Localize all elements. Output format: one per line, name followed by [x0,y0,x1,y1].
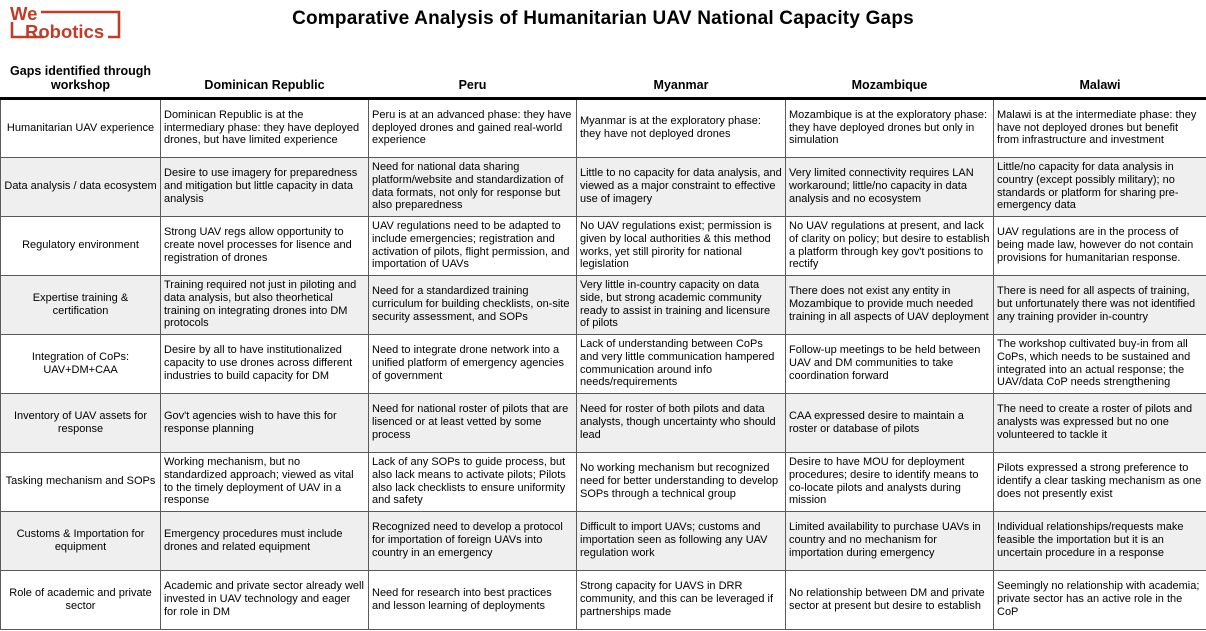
cell-malawi: The workshop cultivated buy-in from all CoPs, which needs to be sustained and integrated into an actual response; the UAV/data CoP needs strengthening [994,334,1206,393]
logo-text-we: We [10,5,38,24]
table-row [1,98,1206,157]
cell-myanmar: Lack of understanding between CoPs and very little communication hampered communication around info needs/requirements [577,334,786,393]
cell-peru: Need for research into best practices and lesson learning of deployments [369,570,577,629]
cell-peru: Need for national roster of pilots that are lisenced or at least vetted by some process [369,393,577,452]
cell-malawi: UAV regulations are in the process of being made law, however do not contain provisions for humanitarian response. [994,216,1206,275]
cell-malawi: Seemingly no relationship with academia; private sector has an active role in the CoP [994,570,1206,629]
cell-myanmar: Strong capacity for UAVS in DRR community, and this can be leveraged if partnerships made [577,570,786,629]
column-header-myanmar: Myanmar [577,58,786,98]
cell-malawi: Pilots expressed a strong preference to identify a clear tasking mechanism as one does not presently exist [994,452,1206,511]
gap-label: Role of academic and private sector [1,570,161,629]
logo-text-robotics: Robotics [25,21,105,42]
cell-peru: UAV regulations need to be adapted to include emergencies; registration and activation of pilots, flight permission, and importation of UAVs [369,216,577,275]
cell-peru: Lack of any SOPs to guide process, but also lack means to activate pilots; Pilots also lack checklists to ensure uniformity and safety [369,452,577,511]
table-row [1,452,1206,511]
cell-dominican-republic: Academic and private sector already well invested in UAV technology and eager for role in DM [161,570,369,629]
capacity-gaps-table [0,58,1206,630]
table-row [1,275,1206,334]
column-header-peru: Peru [369,58,577,98]
table-row [1,216,1206,275]
page-title: Comparative Analysis of Humanitarian UAV National Capacity Gaps [292,8,914,29]
cell-peru: Need for a standardized training curriculum for building checklists, on-site security assessment, and SOPs [369,275,577,334]
cell-dominican-republic: Emergency procedures must include drones and related equipment [161,511,369,570]
gap-label: Regulatory environment [1,216,161,275]
gap-label: Integration of CoPs: UAV+DM+CAA [1,334,161,393]
cell-mozambique: Follow-up meetings to be held between UAV and DM communities to take coordination forward [786,334,994,393]
cell-peru: Recognized need to develop a protocol for importation of foreign UAVs into country in an emergency [369,511,577,570]
column-header-mozambique: Mozambique [786,58,994,98]
gap-label: Data analysis / data ecosystem [1,157,161,216]
table-row [1,570,1206,629]
cell-dominican-republic: Desire to use imagery for preparedness and mitigation but little capacity in data analysis [161,157,369,216]
cell-mozambique: There does not exist any entity in Mozambique to provide much needed training in all aspects of UAV deployment [786,275,994,334]
table-row [1,393,1206,452]
cell-mozambique: Very limited connectivity requires LAN workaround; little/no capacity in data analysis and no ecosystem [786,157,994,216]
gap-label: Tasking mechanism and SOPs [1,452,161,511]
gap-label: Expertise training & certification [1,275,161,334]
table-row [1,334,1206,393]
table-row [1,157,1206,216]
cell-mozambique: Limited availability to purchase UAVs in country and no mechanism for importation during emergency [786,511,994,570]
cell-malawi: There is need for all aspects of training, but unfortunately there was not identified any training provider in-country [994,275,1206,334]
cell-dominican-republic: Training required not just in piloting and data analysis, but also theorhetical training on integrating drones into DM protocols [161,275,369,334]
cell-peru: Need for national data sharing platform/website and standardization of data formats, not only for response but also preparedness [369,157,577,216]
cell-myanmar: Very little in-country capacity on data side, but strong academic community ready to assist in training and licensure of pilots [577,275,786,334]
gap-label: Humanitarian UAV experience [1,98,161,157]
cell-malawi: Individual relationships/requests make feasible the importation but it is an uncertain procedure in a response [994,511,1206,570]
cell-myanmar: Myanmar is at the exploratory phase: they have not deployed drones [577,98,786,157]
cell-malawi: Malawi is at the intermediate phase: they have not deployed drones but benefit from infrastructure and investment [994,98,1206,157]
cell-mozambique: No UAV regulations at present, and lack of clarity on policy; but desire to establish a platform through key gov't positions to rectify [786,216,994,275]
corner-header: Gaps identified through workshop [1,58,161,98]
cell-mozambique: Desire to have MOU for deployment procedures; desire to identify means to co-locate pilots and analysts during mission [786,452,994,511]
table-row [1,511,1206,570]
cell-myanmar: No working mechanism but recognized need for better understanding to develop SOPs through a technical group [577,452,786,511]
gap-label: Inventory of UAV assets for response [1,393,161,452]
table-body [1,98,1206,629]
cell-peru: Peru is at an advanced phase: they have deployed drones and gained real-world experience [369,98,577,157]
cell-mozambique: CAA expressed desire to maintain a roster or database of pilots [786,393,994,452]
cell-dominican-republic: Working mechanism, but no standardized approach; viewed as vital to the timely deployment of UAV in a response [161,452,369,511]
gap-label: Customs & Importation for equipment [1,511,161,570]
cell-malawi: The need to create a roster of pilots and analysts was expressed but no one volunteered to tackle it [994,393,1206,452]
cell-myanmar: Difficult to import UAVs; customs and importation seen as following any UAV regulation work [577,511,786,570]
cell-dominican-republic: Dominican Republic is at the intermediary phase: they have deployed drones, but have limited experience [161,98,369,157]
header-row [1,58,1206,98]
cell-myanmar: Little to no capacity for data analysis, and viewed as a major constraint to effective use of imagery [577,157,786,216]
cell-mozambique: No relationship between DM and private sector at present but desire to establish [786,570,994,629]
cell-dominican-republic: Gov't agencies wish to have this for response planning [161,393,369,452]
cell-myanmar: No UAV regulations exist; permission is given by local authorities & this method works, yet still pirority for national legislation [577,216,786,275]
column-header-dominican-republic: Dominican Republic [161,58,369,98]
cell-myanmar: Need for roster of both pilots and data analysts, though uncertainty who should lead [577,393,786,452]
cell-malawi: Little/no capacity for data analysis in country (except possibly military); no standards or platform for sharing pre-emergency data [994,157,1206,216]
cell-mozambique: Mozambique is at the exploratory phase: they have deployed drones but only in simulation [786,98,994,157]
cell-dominican-republic: Strong UAV regs allow opportunity to create novel processes for lisence and registration of drones [161,216,369,275]
cell-dominican-republic: Desire by all to have institutionalized capacity to use drones across different industries to build capacity for DM [161,334,369,393]
cell-peru: Need to integrate drone network into a unified platform of emergency agencies of government [369,334,577,393]
column-header-malawi: Malawi [994,58,1206,98]
